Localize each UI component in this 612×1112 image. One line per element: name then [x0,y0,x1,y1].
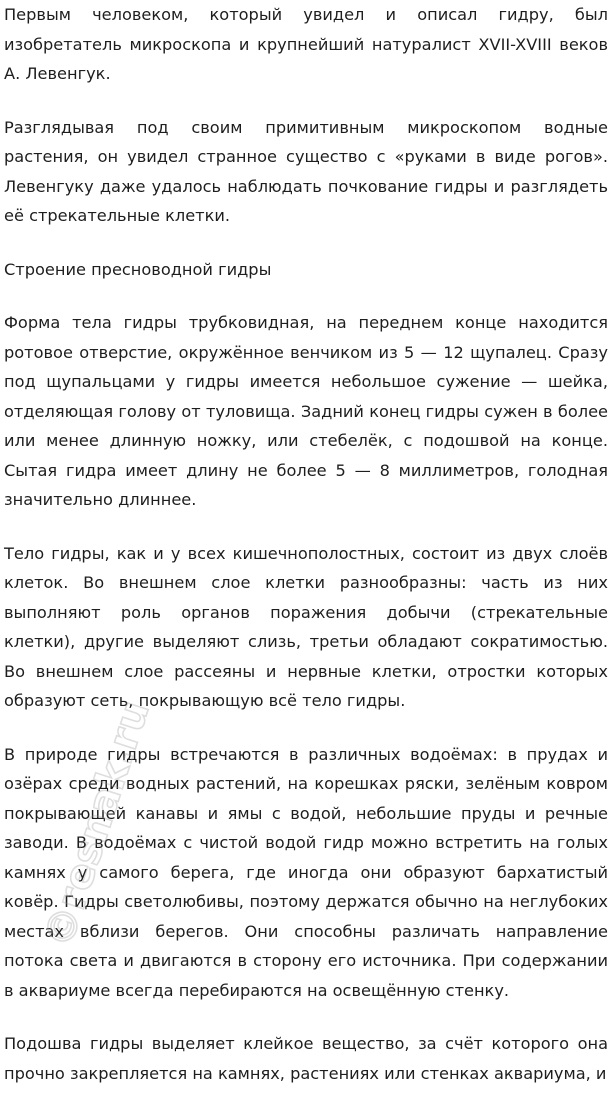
watermark-text: ©resnak.ru [35,695,159,954]
paragraph-leeuwenhoek-observation: Разглядывая под своим примитивным микроскопом водные растения, он увидел странное существо с «руками в виде рогов». Левенгуку даже удалось наблюдать почкование гидры и разглядеть её стрекательные клетки. [4,117,608,225]
paragraph-cell-layers: Тело гидры, как и у всех кишечнополостных, состоит из двух слоёв клеток. Во внешнем слое клетки разнообразны: часть из них выполняют роль органов поражения добычи (стрекательные клетки), другие выделяют слизь, третьи обладают сократимостью. Во внешнем слое рассеяны и нервные клетки, отростки которых образуют сеть, покрывающую всё тело гидры. [4,543,608,710]
article-body [4,0,608,1112]
paragraph-body-shape: Форма тела гидры трубковидная, на переднем конце находится ротовое отверстие, окружённое венчиком из 5 — 12 щупалец. Сразу под щупальцами у гидры имеется небольшое сужение — шейка, отделяющая голову от туловища. Задний конец гидры сужен в более или менее длинную ножку, или стебелёк, с подошвой на конце. Сытая гидра имеет длину не более 5 — 8 миллиметров, голодная значительно длиннее. [4,313,608,509]
paragraph-sole: Подошва гидры выделяет клейкое вещество, за счёт которого она прочно закрепляется на камнях, растениях или стенках аквариума, и [4,1034,608,1083]
paragraph-habitat: В природе гидры встречаются в различных водоёмах: в прудах и озёрах среди водных растений, на корешках ряски, зелёным ковром покрывающей канавы и ямы с водой, небольшие пруды и речные заводи. В водоёмах с чистой водой гидр можно встретить на голых камнях у самого берега, где иногда они образуют бархатистый ковёр. Гидры светолюбивы, поэтому держатся обычно на неглубоких местах вблизи берегов. Они способны различать направление потока света и двигаются в сторону его источника. При содержании в аквариуме всегда перебираются на освещённую стенку. [4,744,608,1000]
section-heading: Строение пресноводной гидры [4,259,272,279]
paragraph-leeuwenhoek-intro: Первым человеком, который увидел и описал гидру, был изобретатель микроскопа и крупнейший натуралист XVII-XVIII веков А. Левенгук. [4,5,608,83]
